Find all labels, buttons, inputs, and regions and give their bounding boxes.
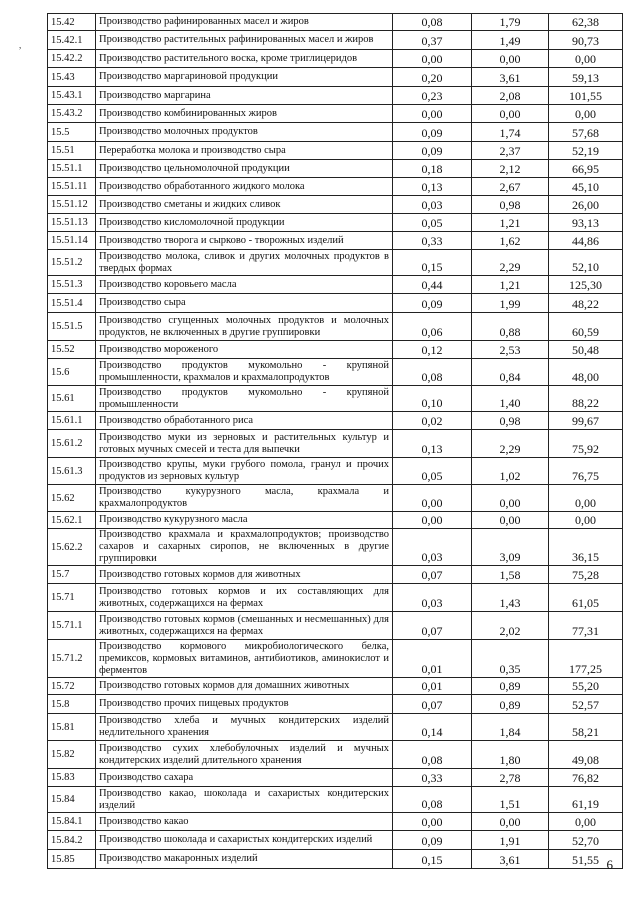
table-row: [48, 386, 623, 412]
value-1-cell: 0,33: [393, 769, 472, 787]
table-row: [48, 294, 623, 313]
name-cell: Производство хлеба и мучных кондитерских изделий недлительного хранения: [96, 714, 393, 741]
value-1-cell: 0,03: [393, 529, 472, 566]
name-cell: Производство шоколада и сахаристых кондитерских изделий: [96, 831, 393, 850]
code-cell: 15.72: [48, 678, 96, 695]
value-2-cell: 2,53: [472, 341, 549, 359]
value-1-cell: 0,00: [393, 50, 472, 68]
name-cell: Производство растительных рафинированных масел и жиров: [96, 31, 393, 50]
value-3-cell: 0,00: [549, 50, 623, 68]
table-row: [48, 359, 623, 386]
code-cell: 15.51.5: [48, 313, 96, 341]
value-3-cell: 57,68: [549, 123, 623, 142]
table-row: [48, 50, 623, 68]
value-1-cell: 0,08: [393, 787, 472, 813]
name-cell: Производство кормового микробиологического белка, премиксов, кормовых витаминов, антибиотиков, аминокислот и ферментов: [96, 640, 393, 678]
name-cell: Производство прочих пищевых продуктов: [96, 695, 393, 714]
value-1-cell: 0,15: [393, 850, 472, 869]
value-2-cell: 0,00: [472, 512, 549, 529]
value-1-cell: 0,03: [393, 196, 472, 214]
value-1-cell: 0,02: [393, 412, 472, 430]
value-3-cell: 26,00: [549, 196, 623, 214]
value-1-cell: 0,09: [393, 142, 472, 160]
code-cell: 15.43.2: [48, 105, 96, 123]
code-cell: 15.51: [48, 142, 96, 160]
value-1-cell: 0,08: [393, 359, 472, 386]
table-row: [48, 196, 623, 214]
code-cell: 15.83: [48, 769, 96, 787]
code-cell: 15.51.3: [48, 276, 96, 294]
table-row: [48, 529, 623, 566]
value-2-cell: 1,74: [472, 123, 549, 142]
value-1-cell: 0,00: [393, 105, 472, 123]
name-cell: Производство кукурузного масла, крахмала и крахмалопродуктов: [96, 485, 393, 512]
value-3-cell: 76,75: [549, 458, 623, 485]
name-cell: Производство какао, шоколада и сахаристых кондитерских изделий: [96, 787, 393, 813]
name-cell: Производство маргарина: [96, 87, 393, 105]
value-1-cell: 0,00: [393, 485, 472, 512]
table-body: [48, 14, 623, 869]
table-row: [48, 430, 623, 458]
code-cell: 15.61.3: [48, 458, 96, 485]
value-2-cell: 1,80: [472, 741, 549, 769]
code-cell: 15.71: [48, 584, 96, 612]
value-2-cell: 0,00: [472, 50, 549, 68]
name-cell: Производство сметаны и жидких сливок: [96, 196, 393, 214]
value-3-cell: 52,57: [549, 695, 623, 714]
value-3-cell: 125,30: [549, 276, 623, 294]
table-row: [48, 412, 623, 430]
name-cell: Производство творога и сырково - творожных изделий: [96, 232, 393, 250]
table-row: [48, 341, 623, 359]
value-3-cell: 76,82: [549, 769, 623, 787]
value-2-cell: 2,12: [472, 160, 549, 178]
value-3-cell: 99,67: [549, 412, 623, 430]
value-1-cell: 0,20: [393, 68, 472, 87]
value-1-cell: 0,09: [393, 294, 472, 313]
table-row: [48, 68, 623, 87]
value-3-cell: 93,13: [549, 214, 623, 232]
value-3-cell: 52,70: [549, 831, 623, 850]
value-2-cell: 0,00: [472, 485, 549, 512]
value-1-cell: 0,08: [393, 14, 472, 31]
value-3-cell: 101,55: [549, 87, 623, 105]
value-1-cell: 0,03: [393, 584, 472, 612]
table-row: [48, 458, 623, 485]
table-row: [48, 512, 623, 529]
code-cell: 15.43.1: [48, 87, 96, 105]
name-cell: Производство молочных продуктов: [96, 123, 393, 142]
value-2-cell: 1,51: [472, 787, 549, 813]
value-1-cell: 0,13: [393, 430, 472, 458]
code-cell: 15.51.2: [48, 250, 96, 276]
value-2-cell: 0,35: [472, 640, 549, 678]
table-row: [48, 178, 623, 196]
table-row: [48, 850, 623, 869]
value-2-cell: 1,91: [472, 831, 549, 850]
value-3-cell: 88,22: [549, 386, 623, 412]
code-cell: 15.7: [48, 566, 96, 584]
value-3-cell: 90,73: [549, 31, 623, 50]
value-1-cell: 0,00: [393, 512, 472, 529]
code-cell: 15.82: [48, 741, 96, 769]
table-row: [48, 813, 623, 831]
name-cell: Производство крупы, муки грубого помола, гранул и прочих продуктов из зерновых культур: [96, 458, 393, 485]
name-cell: Переработка молока и производство сыра: [96, 142, 393, 160]
value-2-cell: 1,43: [472, 584, 549, 612]
value-2-cell: 3,61: [472, 68, 549, 87]
value-1-cell: 0,44: [393, 276, 472, 294]
table-row: [48, 276, 623, 294]
value-1-cell: 0,12: [393, 341, 472, 359]
value-2-cell: 0,89: [472, 695, 549, 714]
table-row: [48, 31, 623, 50]
value-3-cell: 59,13: [549, 68, 623, 87]
table-row: [48, 678, 623, 695]
value-2-cell: 0,89: [472, 678, 549, 695]
code-cell: 15.51.13: [48, 214, 96, 232]
table-row: [48, 313, 623, 341]
value-3-cell: 66,95: [549, 160, 623, 178]
value-3-cell: 60,59: [549, 313, 623, 341]
value-3-cell: 55,20: [549, 678, 623, 695]
table-row: [48, 831, 623, 850]
value-3-cell: 177,25: [549, 640, 623, 678]
table-row: [48, 714, 623, 741]
name-cell: Производство мороженого: [96, 341, 393, 359]
code-cell: 15.51.4: [48, 294, 96, 313]
table-row: [48, 160, 623, 178]
value-1-cell: 0,09: [393, 123, 472, 142]
code-cell: 15.61: [48, 386, 96, 412]
value-2-cell: 1,02: [472, 458, 549, 485]
value-3-cell: 77,31: [549, 612, 623, 640]
value-2-cell: 1,99: [472, 294, 549, 313]
code-cell: 15.51.14: [48, 232, 96, 250]
value-2-cell: 0,98: [472, 196, 549, 214]
value-2-cell: 2,29: [472, 250, 549, 276]
value-1-cell: 0,14: [393, 714, 472, 741]
value-1-cell: 0,07: [393, 695, 472, 714]
table-row: [48, 105, 623, 123]
table-row: [48, 741, 623, 769]
value-3-cell: 45,10: [549, 178, 623, 196]
value-1-cell: 0,09: [393, 831, 472, 850]
code-cell: 15.52: [48, 341, 96, 359]
table-row: [48, 769, 623, 787]
name-cell: Производство коровьего масла: [96, 276, 393, 294]
page-number: 6: [606, 857, 613, 872]
value-3-cell: 0,00: [549, 512, 623, 529]
value-3-cell: 52,19: [549, 142, 623, 160]
value-3-cell: 36,15: [549, 529, 623, 566]
code-cell: 15.62: [48, 485, 96, 512]
code-cell: 15.42.2: [48, 50, 96, 68]
name-cell: Производство продуктов мукомольно - крупяной промышленности, крахмалов и крахмалопродуктов: [96, 359, 393, 386]
code-cell: 15.8: [48, 695, 96, 714]
value-2-cell: 2,37: [472, 142, 549, 160]
name-cell: Производство кисломолочной продукции: [96, 214, 393, 232]
name-cell: Производство цельномолочной продукции: [96, 160, 393, 178]
value-2-cell: 2,29: [472, 430, 549, 458]
name-cell: Производство обработанного риса: [96, 412, 393, 430]
code-cell: 15.71.2: [48, 640, 96, 678]
value-2-cell: 1,62: [472, 232, 549, 250]
value-1-cell: 0,33: [393, 232, 472, 250]
value-1-cell: 0,23: [393, 87, 472, 105]
table-row: [48, 14, 623, 31]
table-row: [48, 584, 623, 612]
code-cell: 15.61.2: [48, 430, 96, 458]
value-1-cell: 0,08: [393, 741, 472, 769]
name-cell: Производство готовых кормов (смешанных и несмешанных) для животных, содержащихся на фермах: [96, 612, 393, 640]
value-2-cell: 3,61: [472, 850, 549, 869]
name-cell: Производство рафинированных масел и жиров: [96, 14, 393, 31]
name-cell: Производство растительного воска, кроме триглицеридов: [96, 50, 393, 68]
name-cell: Производство готовых кормов для домашних животных: [96, 678, 393, 695]
value-3-cell: 0,00: [549, 813, 623, 831]
name-cell: Производство кукурузного масла: [96, 512, 393, 529]
name-cell: Производство молока, сливок и других молочных продуктов в твердых формах: [96, 250, 393, 276]
name-cell: Производство маргариновой продукции: [96, 68, 393, 87]
name-cell: Производство макаронных изделий: [96, 850, 393, 869]
value-3-cell: 75,92: [549, 430, 623, 458]
value-2-cell: 0,88: [472, 313, 549, 341]
code-cell: 15.81: [48, 714, 96, 741]
value-3-cell: 49,08: [549, 741, 623, 769]
value-3-cell: 61,19: [549, 787, 623, 813]
table-row: [48, 87, 623, 105]
code-cell: 15.62.2: [48, 529, 96, 566]
value-3-cell: 44,86: [549, 232, 623, 250]
code-cell: 15.42: [48, 14, 96, 31]
table-row: [48, 485, 623, 512]
name-cell: Производство сгущенных молочных продуктов и молочных продуктов, не включенных в другие группировки: [96, 313, 393, 341]
name-cell: Производство какао: [96, 813, 393, 831]
value-2-cell: 1,49: [472, 31, 549, 50]
value-2-cell: 2,08: [472, 87, 549, 105]
value-3-cell: 62,38: [549, 14, 623, 31]
value-1-cell: 0,05: [393, 458, 472, 485]
code-cell: 15.51.12: [48, 196, 96, 214]
value-1-cell: 0,37: [393, 31, 472, 50]
name-cell: Производство сухих хлебобулочных изделий и мучных кондитерских изделий длительного хранения: [96, 741, 393, 769]
value-1-cell: 0,15: [393, 250, 472, 276]
table-row: [48, 612, 623, 640]
table-row: [48, 214, 623, 232]
name-cell: Производство продуктов мукомольно - крупяной промышленности: [96, 386, 393, 412]
table-row: [48, 695, 623, 714]
value-1-cell: 0,01: [393, 678, 472, 695]
value-3-cell: 61,05: [549, 584, 623, 612]
value-1-cell: 0,06: [393, 313, 472, 341]
table-row: [48, 142, 623, 160]
name-cell: Производство сыра: [96, 294, 393, 313]
value-2-cell: 0,00: [472, 105, 549, 123]
table-row: [48, 250, 623, 276]
value-2-cell: 1,21: [472, 276, 549, 294]
value-2-cell: 1,21: [472, 214, 549, 232]
value-1-cell: 0,13: [393, 178, 472, 196]
name-cell: Производство обработанного жидкого молока: [96, 178, 393, 196]
margin-mark: ,: [19, 40, 22, 50]
value-2-cell: 1,58: [472, 566, 549, 584]
code-cell: 15.6: [48, 359, 96, 386]
value-1-cell: 0,10: [393, 386, 472, 412]
table-row: [48, 123, 623, 142]
industry-coefficients-table: [47, 13, 623, 869]
name-cell: Производство готовых кормов для животных: [96, 566, 393, 584]
code-cell: 15.84.1: [48, 813, 96, 831]
table-row: [48, 232, 623, 250]
value-2-cell: 0,98: [472, 412, 549, 430]
value-3-cell: 50,48: [549, 341, 623, 359]
value-2-cell: 2,78: [472, 769, 549, 787]
value-2-cell: 2,02: [472, 612, 549, 640]
value-3-cell: 58,21: [549, 714, 623, 741]
code-cell: 15.85: [48, 850, 96, 869]
code-cell: 15.5: [48, 123, 96, 142]
value-3-cell: 48,22: [549, 294, 623, 313]
value-1-cell: 0,18: [393, 160, 472, 178]
value-2-cell: 3,09: [472, 529, 549, 566]
name-cell: Производство готовых кормов и их составляющих для животных, содержащихся на фермах: [96, 584, 393, 612]
code-cell: 15.71.1: [48, 612, 96, 640]
code-cell: 15.84: [48, 787, 96, 813]
value-3-cell: 51,55: [549, 850, 623, 869]
value-2-cell: 1,84: [472, 714, 549, 741]
value-3-cell: 0,00: [549, 105, 623, 123]
code-cell: 15.43: [48, 68, 96, 87]
value-2-cell: 1,79: [472, 14, 549, 31]
value-3-cell: 0,00: [549, 485, 623, 512]
code-cell: 15.51.1: [48, 160, 96, 178]
name-cell: Производство сахара: [96, 769, 393, 787]
name-cell: Производство комбинированных жиров: [96, 105, 393, 123]
value-2-cell: 0,00: [472, 813, 549, 831]
name-cell: Производство крахмала и крахмалопродуктов; производство сахаров и сахарных сиропов, не включенных в другие группировки: [96, 529, 393, 566]
table-row: [48, 640, 623, 678]
table-row: [48, 787, 623, 813]
value-1-cell: 0,05: [393, 214, 472, 232]
code-cell: 15.84.2: [48, 831, 96, 850]
value-1-cell: 0,01: [393, 640, 472, 678]
code-cell: 15.62.1: [48, 512, 96, 529]
value-2-cell: 0,84: [472, 359, 549, 386]
name-cell: Производство муки из зерновых и растительных культур и готовых мучных смесей и теста для выпечки: [96, 430, 393, 458]
code-cell: 15.42.1: [48, 31, 96, 50]
code-cell: 15.61.1: [48, 412, 96, 430]
value-3-cell: 52,10: [549, 250, 623, 276]
table-row: [48, 566, 623, 584]
value-2-cell: 1,40: [472, 386, 549, 412]
value-1-cell: 0,07: [393, 566, 472, 584]
value-2-cell: 2,67: [472, 178, 549, 196]
value-3-cell: 48,00: [549, 359, 623, 386]
value-3-cell: 75,28: [549, 566, 623, 584]
code-cell: 15.51.11: [48, 178, 96, 196]
value-1-cell: 0,07: [393, 612, 472, 640]
value-1-cell: 0,00: [393, 813, 472, 831]
